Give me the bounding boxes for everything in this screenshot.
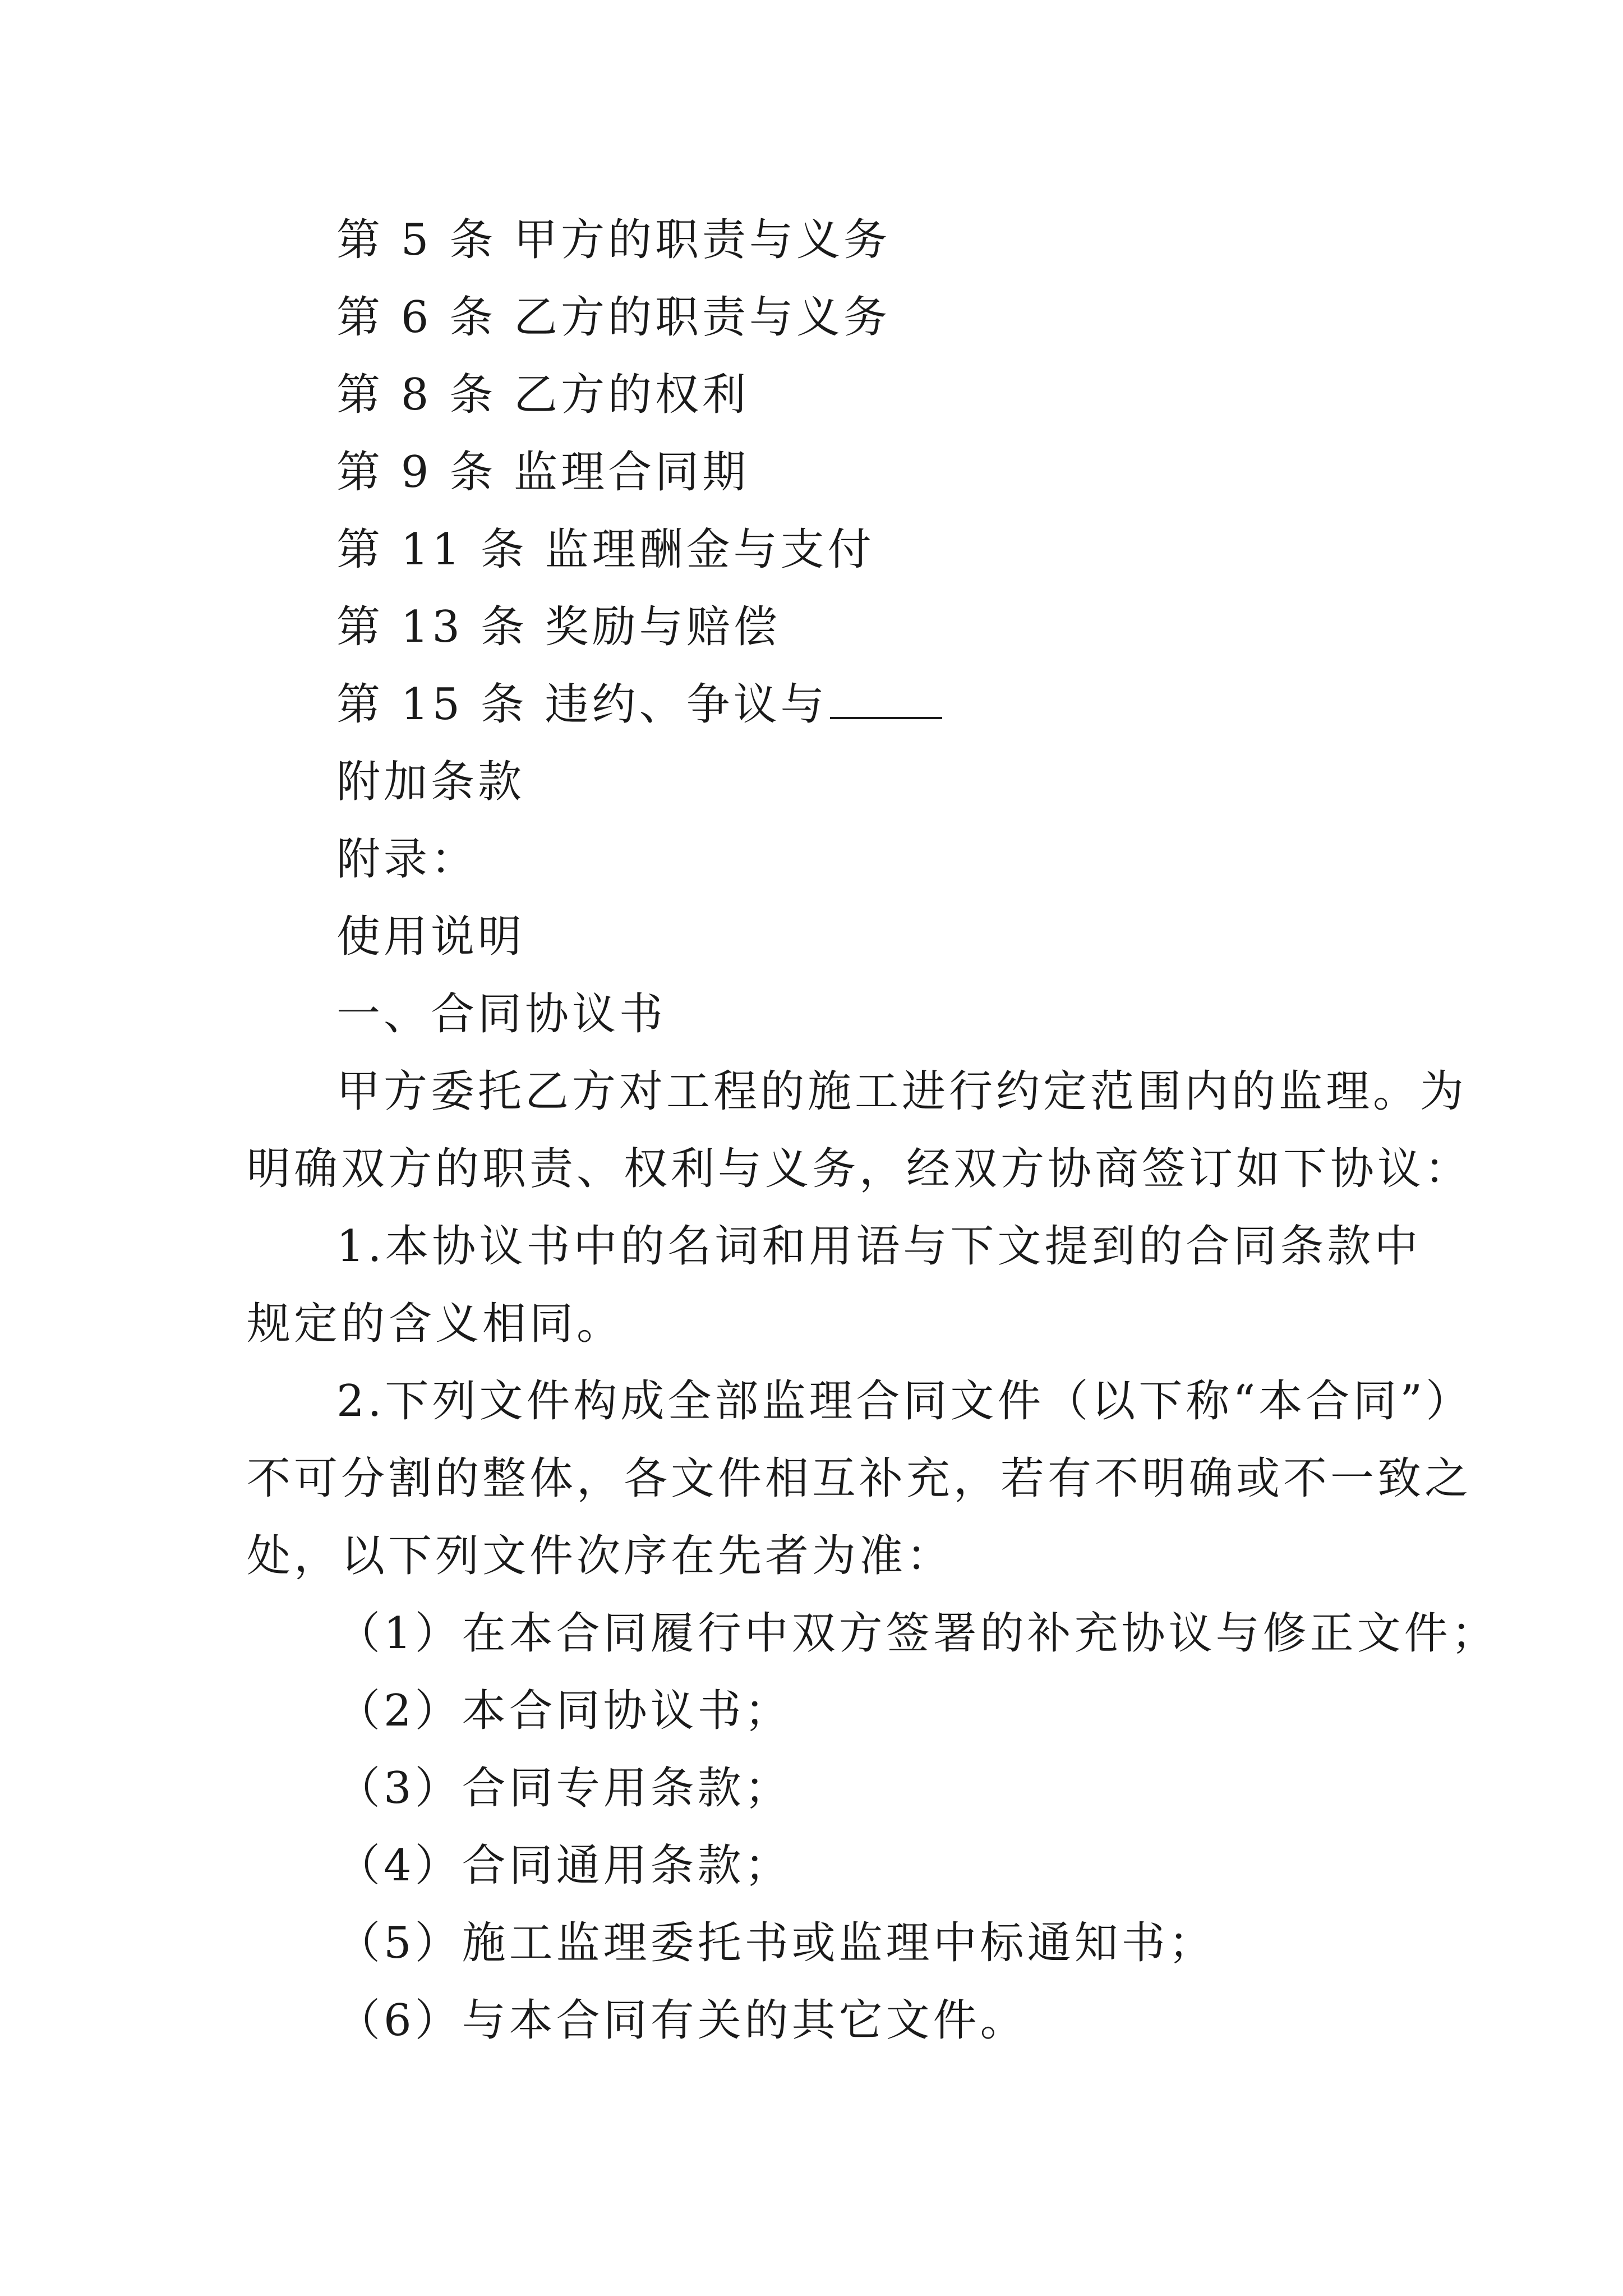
toc-item: 第 11 条 监理酬金与支付 [336,524,875,575]
toc-item: 第 8 条 乙方的权利 [336,370,750,420]
list-item: （4）合同通用条款； [336,1841,792,1891]
fill-in-blank [830,678,942,719]
paragraph-line: 处，以下列文件次序在先者为准： [247,1531,954,1581]
list-item: （3）合同专用条款； [336,1763,792,1814]
toc-item: 使用说明 [336,912,525,962]
section-title: 一、合同协议书 [336,989,667,1039]
toc-item: 第 9 条 监理合同期 [336,447,750,498]
list-item: （1）在本合同履行中双方签署的补充协议与修正文件； [336,1608,1498,1659]
list-item: （2）本合同协议书； [336,1686,792,1736]
toc-item: 附录： [336,834,478,885]
paragraph-line: 不可分割的整体，各文件相互补充，若有不明确或不一致之 [247,1453,1472,1504]
toc-item-with-blank [336,677,942,733]
list-item: （5）施工监理委托书或监理中标通知书； [336,1918,1216,1968]
toc-item-text: 第 15 条 违约、争议与 [336,679,828,730]
toc-item: 第 5 条 甲方的职责与义务 [336,215,891,265]
toc-item: 附加条款 [336,757,525,807]
toc-item: 第 13 条 奖励与赔偿 [336,602,781,652]
paragraph-line: 规定的含义相同。 [247,1299,624,1349]
paragraph-line: 明确双方的职责、权利与义务，经双方协商签订如下协议： [247,1144,1472,1194]
list-item: （6）与本合同有关的其它文件。 [336,1995,1027,2046]
paragraph-line: 2.下列文件构成全部监理合同文件（以下称“本合同”） [336,1376,1473,1427]
paragraph-line: 甲方委托乙方对工程的施工进行约定范围内的监理。为 [336,1066,1468,1117]
toc-item: 第 6 条 乙方的职责与义务 [336,292,891,343]
paragraph-line: 1.本协议书中的名词和用语与下文提到的合同条款中 [336,1221,1422,1272]
